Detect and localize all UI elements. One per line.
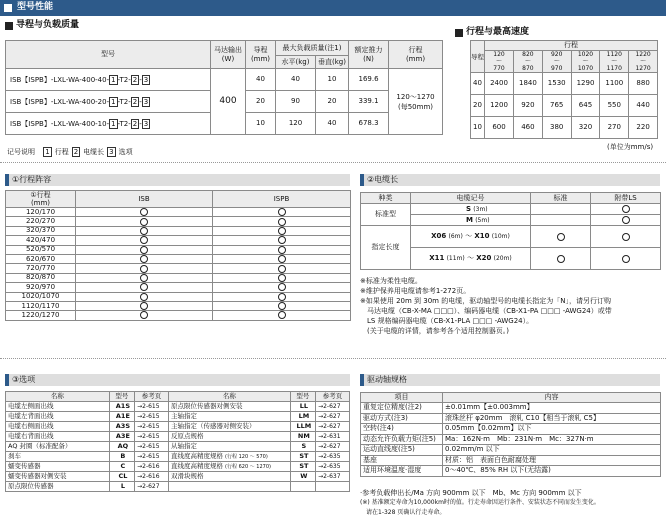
table-row: 运动直线度(注5) 0.02mm/m 以下: [361, 445, 661, 456]
circle-mark-icon: [140, 255, 148, 263]
speed-cell: 550: [600, 95, 629, 117]
horizontal-cell: 90: [276, 91, 316, 113]
col-lead: 导程 (mm): [246, 41, 276, 69]
table-row: 1020/1070: [6, 292, 351, 301]
col-vertical: 垂直(kg): [316, 56, 349, 69]
table-row: [471, 117, 658, 139]
motor-value: 400: [211, 69, 246, 135]
col-lead: 导程: [471, 41, 485, 73]
table-row: 驱动方式(注3) 滚珠丝杆 φ20mm 滚轧 C10【相当于滚轧 C5】: [361, 413, 661, 424]
table-row: 标准型 S (3m): [361, 204, 661, 215]
speed-cell: 440: [629, 95, 658, 117]
circle-mark-icon: [140, 218, 148, 226]
stroke-list-table: [5, 190, 351, 321]
table-row: 原点限位传感器 L →2-627: [6, 482, 350, 492]
col-isb: ISB: [76, 191, 213, 208]
square-bullet-icon: [5, 22, 13, 30]
circle-mark-icon: [278, 311, 286, 319]
stroke-range-header: 1120 ～ 1170: [600, 51, 629, 73]
speed-cell: 1840: [514, 73, 543, 95]
horizontal-cell: 40: [276, 69, 316, 91]
col-horizontal: 水平(kg): [276, 56, 316, 69]
circle-mark-icon: [557, 233, 565, 241]
col-lock: 附带LS: [591, 193, 661, 204]
circle-mark-icon: [140, 302, 148, 310]
model-cell: ISB【ISPB】-LXL-WA-400-20- 1 -T2- 2 - 3: [6, 91, 211, 113]
table-row: 重复定位精度(注2) ±0.01mm【±0.003mm】: [361, 403, 661, 414]
square-bullet-icon: [455, 29, 463, 37]
stroke-range-header: 1020 ～ 1070: [571, 51, 600, 73]
options-table: 名称 型号 参考页 名称 型号 参考页 电缆左侧面出线 A1S →2-615 原点限位传感器对侧安装 LL →2-627 电缆左背面出线 A1E →2-615 主轴指定 LM →2-627 电缆右侧面出线 A3S →2-615 主轴指定（传感器对侧安装） LLM →2-627 电缆右背面出线 A3E →2-615 反原点规格 NM →2-631 AQ 封圈（标准配备） AQ →2-615 从轴指定 S →2-627 刹车 B →2-615 直线度高精度规格 (行程 120 ～ 570) ST →2-635 蠕变传感器 C →2-616 直线度高精度规格 (行程 620 ～ 1270) ST →2-635 蠕变传感器对侧安装 CL →2-616 双滑块规格 W →2-637 原点限位传感器 L →2-627: [5, 391, 350, 492]
lead-cell: 40: [246, 69, 276, 91]
circle-mark-icon: [622, 233, 630, 241]
circle-mark-icon: [140, 227, 148, 235]
circle-mark-icon: [622, 205, 630, 213]
table-row: [6, 69, 443, 91]
cable-notes: ※标准为柔性电缆。 ※维护保养用电缆请参考1-272页。 ※如果使用 20m 到 30m 的电缆，驱动轴型号的电缆长指定为「N」，请另行订购 马达电缆（CB-X-MA □□□）、编码器电缆（CB-X1-PA □□□ -AWG24）或带 LS 规格编码器电缆（CB-X1-PLA □□□ -AWG24）。 (关于电缆的详情，请参考各个适用控制器页。): [360, 277, 612, 335]
table-row: 电缆左背面出线 A1E →2-615 主轴指定 LM →2-627: [6, 412, 350, 422]
table-row: 指定长度 X06 (6m) ～ X10 (10m): [361, 226, 661, 248]
circle-mark-icon: [278, 265, 286, 273]
col-motor: 马达输出 (W): [211, 41, 246, 69]
circle-mark-icon: [278, 208, 286, 216]
col-model: 型号: [6, 41, 211, 69]
table-row: 520/570: [6, 245, 351, 254]
table-row: 820/870: [6, 273, 351, 282]
speed-cell: 880: [629, 73, 658, 95]
table-row: 1220/1270: [6, 311, 351, 320]
vertical-cell: 10: [316, 69, 349, 91]
std-label: 标准型: [361, 204, 411, 226]
table-row: 电缆左侧面出线 A1S →2-615 原点限位传感器对侧安装 LL →2-627: [6, 402, 350, 412]
speed-cell: 765: [542, 95, 571, 117]
speed-cell: 220: [629, 117, 658, 139]
speed-cell: 380: [542, 117, 571, 139]
circle-mark-icon: [140, 236, 148, 244]
spec-table: 项目 内容 重复定位精度(注2) ±0.01mm【±0.003mm】 驱动方式(注3) 滚珠丝杆 φ20mm 滚轧 C10【相当于滚轧 C5】 空转(注4) 0.05mm【0.02mm】以下 动态允许负载力矩(注5) Ma：162N·m Mb：231N·m Mc：327N·m 运动直线度(注5) 0.02mm/m 以下 基座 材质：铝 表面白色耐腐处理 适用环境温度·湿度 0～40℃、85% RH 以下(无结露): [360, 392, 661, 477]
circle-mark-icon: [622, 255, 630, 263]
table-row: 320/370: [6, 226, 351, 235]
vertical-cell: 20: [316, 91, 349, 113]
spec-label: 指定长度: [361, 226, 411, 270]
cable-heading: ②电缆长: [360, 174, 660, 186]
table-row: AQ 封圈（标准配备） AQ →2-615 从轴指定 S →2-627: [6, 442, 350, 452]
circle-mark-icon: [140, 274, 148, 282]
speed-cell: 600: [485, 117, 514, 139]
circle-mark-icon: [278, 302, 286, 310]
table-row: 电缆右背面出线 A3E →2-615 反原点规格 NM →2-631: [6, 432, 350, 442]
col-type: 种类: [361, 193, 411, 204]
model-cell: ISB【ISPB】-LXL-WA-400-40- 1 -T2- 2 - 3: [6, 69, 211, 91]
speed-cell: 1290: [571, 73, 600, 95]
speed-table: [470, 40, 658, 139]
thrust-cell: 339.1: [349, 91, 389, 113]
lead-cell: 40: [471, 73, 485, 95]
circle-mark-icon: [278, 227, 286, 235]
table-row: 电缆右侧面出线 A3S →2-615 主轴指定（传感器对侧安装） LLM →2-627: [6, 422, 350, 432]
stroke-range-header: 820 ～ 870: [514, 51, 543, 73]
table-row: 基座 材质：铝 表面白色耐腐处理: [361, 455, 661, 466]
horizontal-cell: 120: [276, 113, 316, 135]
circle-mark-icon: [278, 255, 286, 263]
circle-mark-icon: [278, 246, 286, 254]
table-row: 蠕变传感器对侧安装 CL →2-616 双滑块规格 W →2-637: [6, 472, 350, 482]
stroke-value: 120～1270 (每50mm): [389, 69, 443, 135]
table-row: 空转(注4) 0.05mm【0.02mm】以下: [361, 424, 661, 435]
circle-mark-icon: [140, 283, 148, 291]
col-stroke: 行程: [485, 41, 658, 51]
circle-mark-icon: [278, 218, 286, 226]
header-square-icon: [4, 4, 12, 12]
options-heading: ③选项: [5, 374, 350, 386]
table-row: 蠕变传感器 C →2-616 直线度高精度规格 (行程 620 ～ 1270) ST →2-635: [6, 462, 350, 472]
cable-table: [360, 192, 661, 270]
speed-cell: 1200: [485, 95, 514, 117]
table-row: 120/170: [6, 208, 351, 217]
table-row: 420/470: [6, 236, 351, 245]
table-row: 1120/1170: [6, 301, 351, 310]
table-row: X11 (11m) ～ X20 (20m): [361, 248, 661, 270]
circle-mark-icon: [140, 208, 148, 216]
spec-heading: 驱动轴规格: [360, 374, 660, 386]
table-row: 适用环境温度·湿度 0～40℃、85% RH 以下(无结露): [361, 466, 661, 477]
speed-cell: 1100: [600, 73, 629, 95]
speed-cell: 920: [514, 95, 543, 117]
table-row: 720/770: [6, 264, 351, 273]
stroke-range-header: 1220 ～ 1270: [629, 51, 658, 73]
table-row: [471, 73, 658, 95]
stroke-list-heading: ①行程阵容: [5, 174, 350, 186]
col-code: 电缆记号: [411, 193, 531, 204]
header-bar: [0, 0, 666, 16]
page-title: 型号性能: [17, 2, 54, 12]
table-row: [471, 95, 658, 117]
legend: 记号说明 1 行程 2 电缆长 3 选项: [7, 147, 133, 156]
circle-mark-icon: [140, 293, 148, 301]
table-row: 刹车 B →2-615 直线度高精度规格 (行程 120 ～ 570) ST →2-635: [6, 452, 350, 462]
stroke-range-header: 120 ～ 770: [485, 51, 514, 73]
lead-cell: 20: [246, 91, 276, 113]
load-table: [5, 40, 443, 135]
col-thrust: 额定推力 (N): [349, 41, 389, 69]
lead-cell: 20: [471, 95, 485, 117]
speed-unit: (单位为mm/s): [607, 143, 654, 151]
circle-mark-icon: [278, 274, 286, 282]
table-row: 920/970: [6, 283, 351, 292]
thrust-cell: 678.3: [349, 113, 389, 135]
vertical-cell: 40: [316, 113, 349, 135]
table-row: 220/270: [6, 217, 351, 226]
circle-mark-icon: [278, 293, 286, 301]
col-standard: 标准: [531, 193, 591, 204]
speed-cell: 320: [571, 117, 600, 139]
col-stroke: ①行程 (mm): [6, 191, 76, 208]
lead-cell: 10: [246, 113, 276, 135]
circle-mark-icon: [140, 311, 148, 319]
col-ispb: ISPB: [213, 191, 351, 208]
circle-mark-icon: [278, 283, 286, 291]
col-maxload: 最大负载质量(注1): [276, 41, 349, 56]
circle-mark-icon: [278, 236, 286, 244]
circle-mark-icon: [140, 265, 148, 273]
table-row: M (5m): [361, 215, 661, 226]
speed-section-heading: 行程与最高速度: [455, 28, 529, 37]
load-section-heading: 导程与负载质量: [5, 21, 79, 30]
divider: [0, 162, 666, 163]
thrust-cell: 169.6: [349, 69, 389, 91]
speed-cell: 2400: [485, 73, 514, 95]
circle-mark-icon: [622, 216, 630, 224]
circle-mark-icon: [140, 246, 148, 254]
model-cell: ISB【ISPB】-LXL-WA-400-10- 1 -T2- 2 - 3: [6, 113, 211, 135]
table-row: 620/670: [6, 254, 351, 263]
table-row: 动态允许负载力矩(注5) Ma：162N·m Mb：231N·m Mc：327N·m: [361, 434, 661, 445]
circle-mark-icon: [557, 255, 565, 263]
speed-cell: 270: [600, 117, 629, 139]
lead-cell: 10: [471, 117, 485, 139]
spec-notes: ·参考负载伸出长/Ma 方向 900mm 以下 Mb、Mc 方向 900mm 以下 (※) 基准额定寿命为10,000km时的值。行走寿命因运行条件、安装状态不同而发生变化。 请在1-328 页确认行走寿命。: [360, 489, 600, 516]
stroke-range-header: 920 ～ 970: [542, 51, 571, 73]
speed-cell: 1530: [542, 73, 571, 95]
col-stroke: 行程 (mm): [389, 41, 443, 69]
speed-cell: 645: [571, 95, 600, 117]
speed-cell: 460: [514, 117, 543, 139]
divider: [0, 358, 666, 359]
